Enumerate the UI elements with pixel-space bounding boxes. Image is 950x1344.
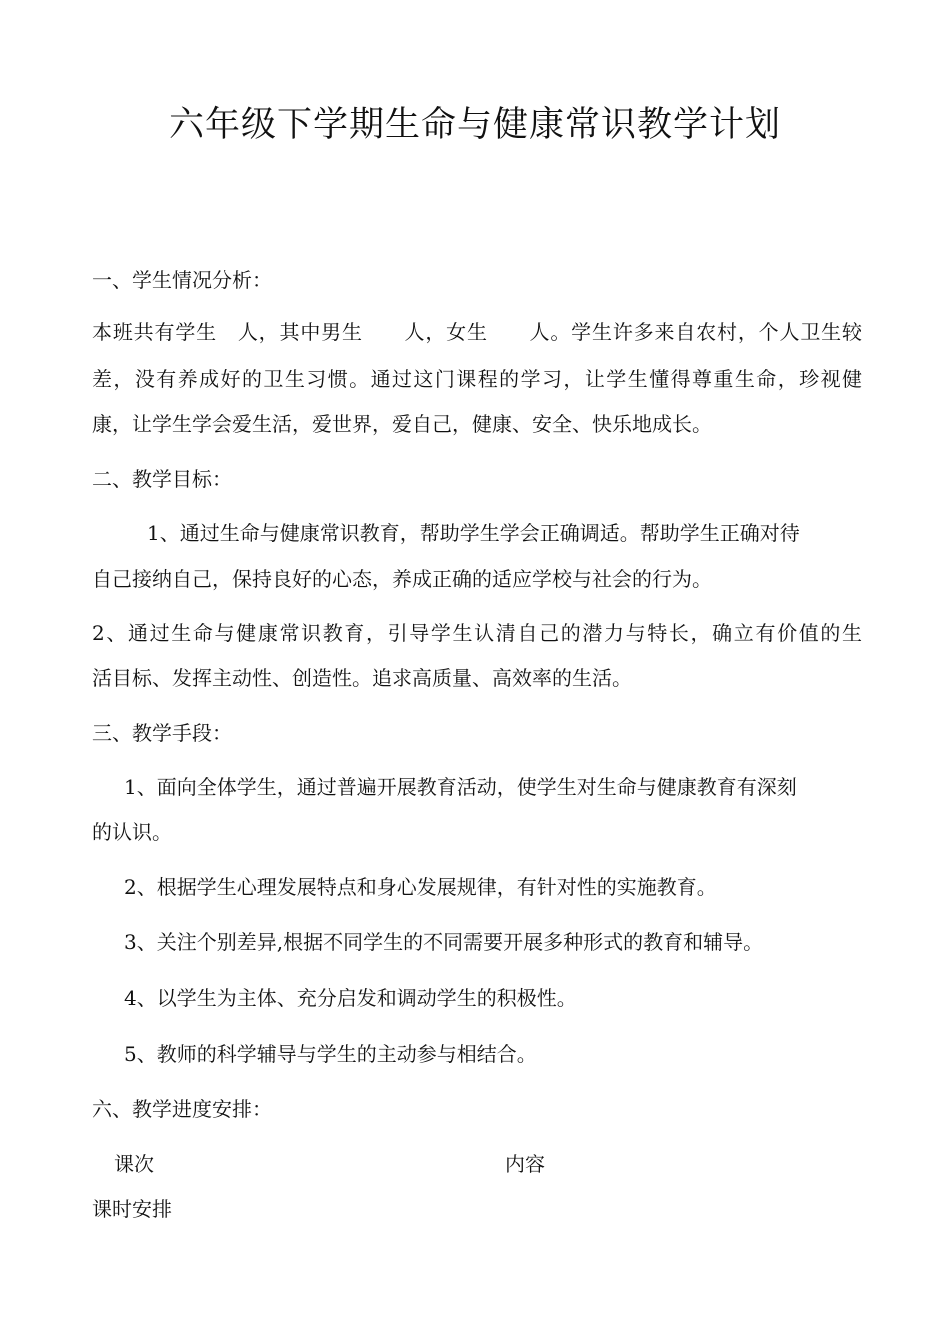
goal-item-1-line: 1、通过生命与健康常识教育，帮助学生学会正确调适。帮助学生正确对待 bbox=[147, 521, 800, 545]
goal-item-1-line: 自己接纳自己，保持良好的心态，养成正确的适应学校与社会的行为。 bbox=[92, 567, 712, 591]
method-item-1-line: 的认识。 bbox=[92, 820, 172, 844]
column-header-hours: 课时安排 bbox=[92, 1197, 172, 1221]
goal-item-2-line: 2、通过生命与健康常识教育，引导学生认清自己的潜力与特长，确立有价值的生 bbox=[92, 621, 862, 645]
paragraph-line: 本班共有学生 人，其中男生 人，女生 人。学生许多来自农村，个人卫生较 bbox=[92, 320, 862, 344]
method-item-5: 5、教师的科学辅导与学生的主动参与相结合。 bbox=[124, 1042, 537, 1066]
section-heading-schedule: 六、教学进度安排： bbox=[92, 1097, 272, 1121]
method-item-2: 2、根据学生心理发展特点和身心发展规律，有针对性的实施教育。 bbox=[124, 875, 717, 899]
document-title: 六年级下学期生命与健康常识教学计划 bbox=[168, 105, 781, 145]
column-header-content: 内容 bbox=[505, 1152, 545, 1176]
method-item-4: 4、以学生为主体、充分启发和调动学生的积极性。 bbox=[124, 986, 577, 1010]
method-item-1-line: 1、面向全体学生，通过普遍开展教育活动，使学生对生命与健康教育有深刻 bbox=[124, 775, 797, 799]
paragraph-line: 康，让学生学会爱生活，爱世界，爱自己，健康、安全、快乐地成长。 bbox=[92, 412, 712, 436]
section-heading-teaching-goals: 二、教学目标： bbox=[92, 467, 232, 491]
paragraph-line: 差，没有养成好的卫生习惯。通过这门课程的学习，让学生懂得尊重生命，珍视健 bbox=[92, 367, 862, 391]
section-heading-student-analysis: 一、学生情况分析： bbox=[92, 268, 272, 292]
goal-item-2-line: 活目标、发挥主动性、创造性。追求高质量、高效率的生活。 bbox=[92, 666, 632, 690]
column-header-lesson: 课次 bbox=[114, 1152, 154, 1176]
section-heading-teaching-methods: 三、教学手段： bbox=[92, 721, 232, 745]
method-item-3: 3、关注个别差异,根据不同学生的不同需要开展多种形式的教育和辅导。 bbox=[124, 930, 764, 954]
